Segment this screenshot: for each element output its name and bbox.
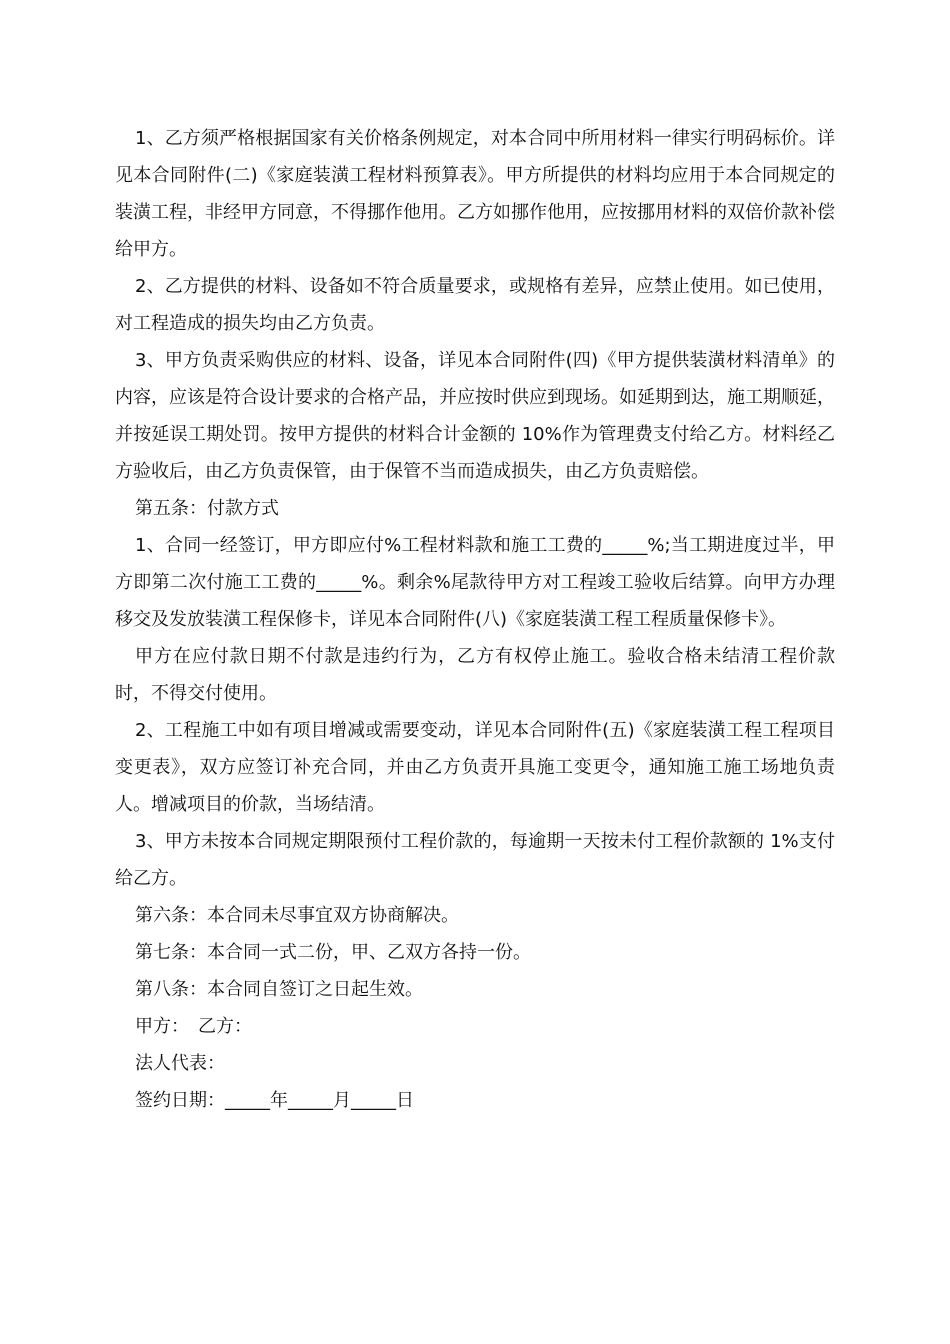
signature-parties: 甲方： 乙方： (135, 1016, 252, 1037)
clause-materials-pricing: 1、乙方须严格根据国家有关价格条例规定，对本合同中所用材料一律实行明码标价。详见本合同附件(二)《家庭装潢工程材料预算表》。甲方所提供的材料均应用于本合同规定的装潢工程，非经甲方同意，不得挪作他用。乙方如挪作他用，应按挪用材料的双倍价款补偿给甲方。 (115, 128, 835, 260)
signature-legal-representative: 法人代表： (135, 1053, 225, 1074)
article-7: 第七条：本合同一式二份，甲、乙双方各持一份。 (135, 942, 531, 963)
clause-payment-schedule: 1、合同一经签订，甲方即应付%工程材料款和施工工费的_____%;当工期进度过半，甲方即第二次付施工工费的_____%。剩余%尾款待甲方对工程竣工验收后结算。向甲方办理移交及发放装潢工程保修卡，详见本合同附件(八)《家庭装潢工程工程质量保修卡》。 (115, 535, 835, 630)
clause-party-a-materials: 3、甲方负责采购供应的材料、设备，详见本合同附件(四)《甲方提供装潢材料清单》的内容，应该是符合设计要求的合格产品，并应按时供应到现场。如延期到达，施工期顺延，并按延误工期处罚。按甲方提供的材料合计金额的 10%作为管理费支付给乙方。材料经乙方验收后，由乙方负责保管，由于保管不当而造成损失，由乙方负责赔偿。 (115, 350, 835, 482)
clause-project-changes: 2、工程施工中如有项目增减或需要变动，详见本合同附件(五)《家庭装潢工程工程项目变更表》，双方应签订补充合同，并由乙方负责开具施工变更令，通知施工施工场地负责人。增减项目的价款，当场结清。 (115, 720, 835, 815)
signature-date: 签约日期：_____年_____月_____日 (135, 1090, 414, 1111)
article-6: 第六条：本合同未尽事宜双方协商解决。 (135, 905, 459, 926)
clause-materials-quality: 2、乙方提供的材料、设备如不符合质量要求，或规格有差异，应禁止使用。如已使用，对工程造成的损失均由乙方负责。 (115, 276, 835, 334)
article-8: 第八条：本合同自签订之日起生效。 (135, 979, 423, 1000)
article-5-heading: 第五条：付款方式 (135, 498, 279, 519)
clause-late-payment-stop: 甲方在应付款日期不付款是违约行为，乙方有权停止施工。验收合格未结清工程价款时，不得交付使用。 (115, 646, 835, 704)
clause-late-payment-penalty: 3、甲方未按本合同规定期限预付工程价款的，每逾期一天按未付工程价款额的 1%支付给乙方。 (115, 831, 835, 889)
document-body (115, 120, 835, 1119)
